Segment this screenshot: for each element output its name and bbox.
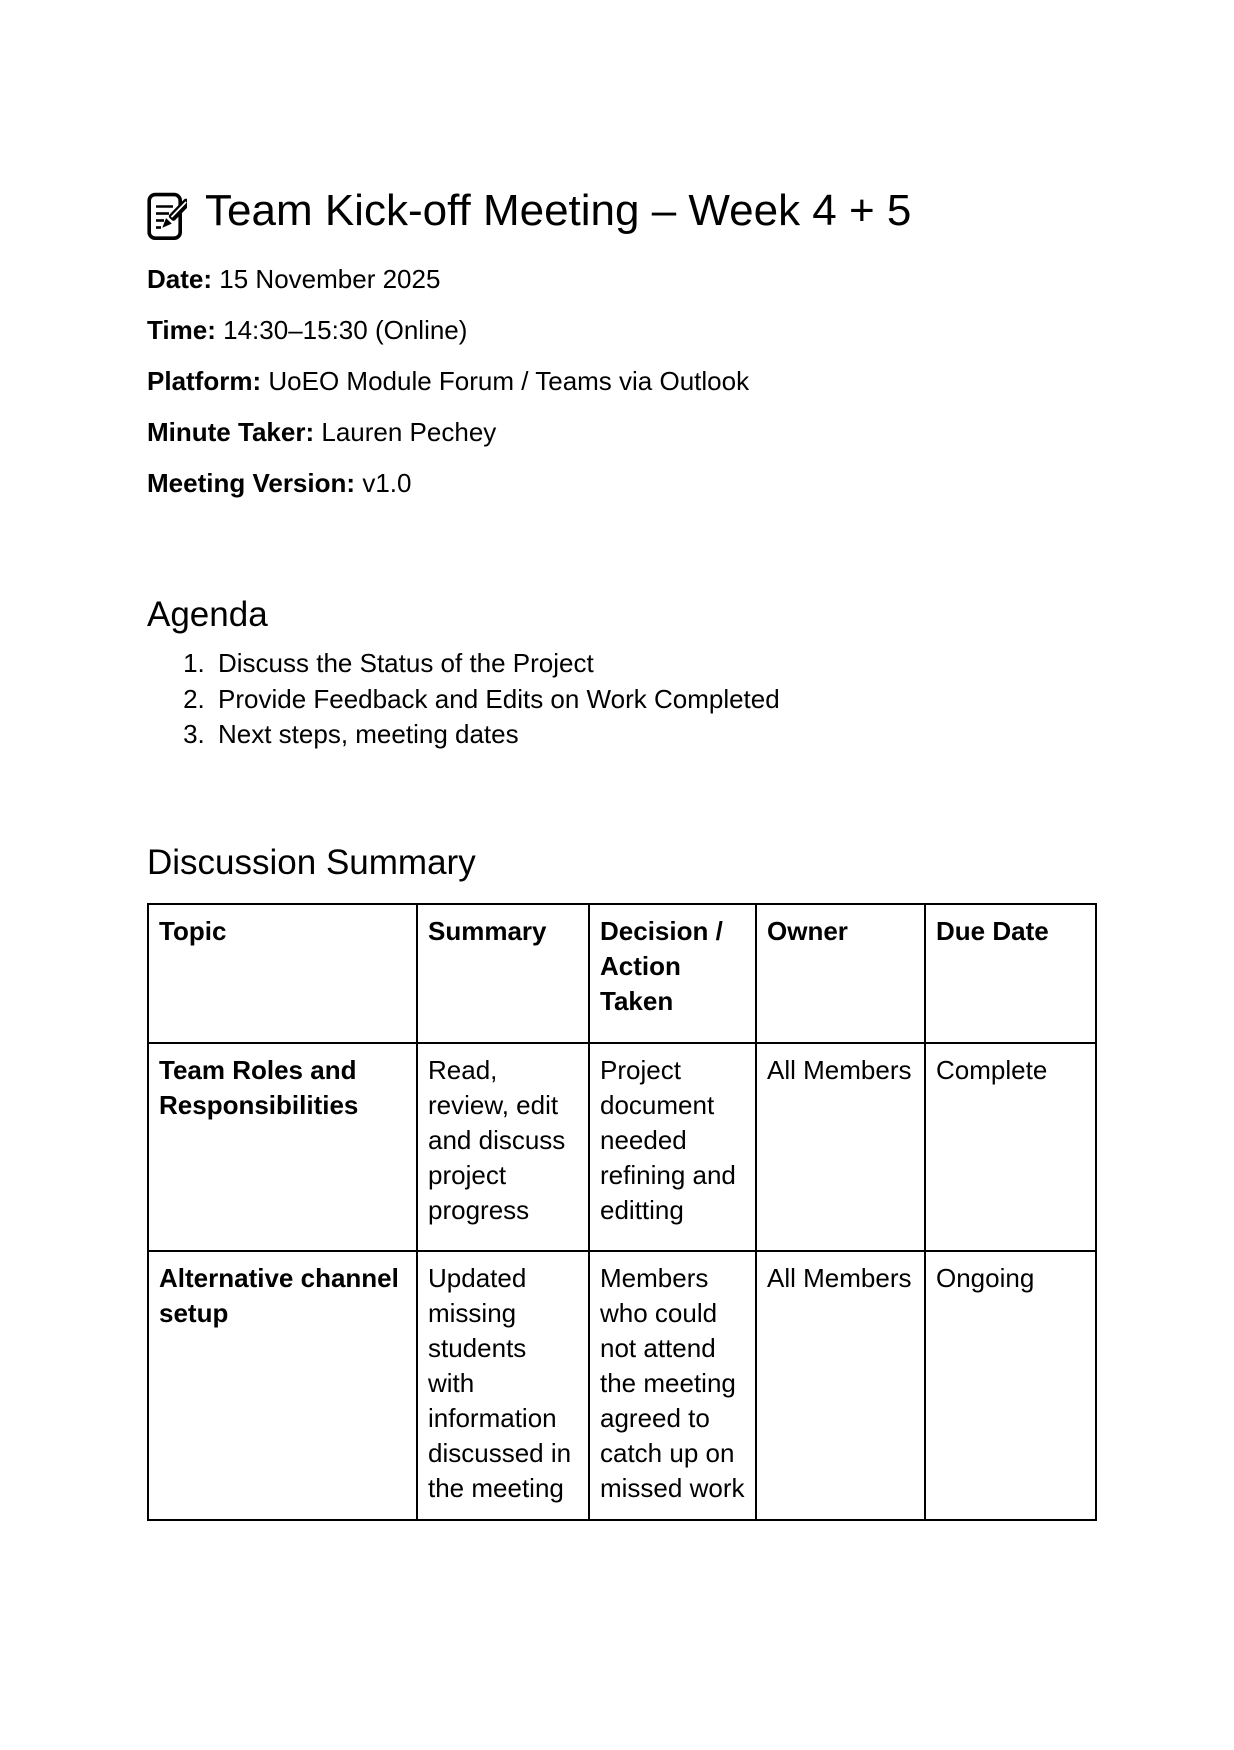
cell-due-date: Complete [925,1043,1096,1251]
agenda-item: 3. Next steps, meeting dates [212,717,780,753]
cell-decision: Members who could not attend the meeting agreed to catch up on missed work [589,1251,756,1520]
column-header-due-date: Due Date [925,904,1096,1043]
discussion-summary-heading: Discussion Summary [147,843,476,882]
column-header-owner: Owner [756,904,925,1043]
agenda-heading: Agenda [147,595,268,634]
cell-owner: All Members [756,1251,925,1520]
cell-summary: Updated missing students with information discussed in the meeting [417,1251,589,1520]
agenda-item: 1. Discuss the Status of the Project [212,646,780,682]
cell-due-date: Ongoing [925,1251,1096,1520]
meta-block [147,262,749,517]
meta-date [147,262,749,297]
meta-platform-label: Platform: [147,366,262,396]
meta-platform [147,364,749,399]
meta-minute-taker-label: Minute Taker: [147,417,315,447]
column-header-topic: Topic [148,904,417,1043]
table-header-row [148,904,1096,1043]
document-title-row [147,186,911,246]
page-title: Team Kick-off Meeting – Week 4 + 5 [205,186,912,235]
cell-decision: Project document needed refining and editting [589,1043,756,1251]
meta-platform-value: UoEO Module Forum / Teams via Outlook [268,366,750,396]
meta-time-value: 14:30–15:30 (Online) [223,315,468,345]
meta-version [147,466,749,501]
cell-topic: Alternative channel setup [148,1251,417,1520]
cell-summary: Read, review, edit and discuss project progress [417,1043,589,1251]
meta-version-label: Meeting Version: [147,468,356,498]
column-header-decision: Decision / Action Taken [589,904,756,1043]
discussion-summary-table [147,903,1097,1521]
cell-topic: Team Roles and Responsibilities [148,1043,417,1251]
memo-icon [147,186,187,246]
meta-time [147,313,749,348]
meta-date-value: 15 November 2025 [219,264,441,294]
meta-minute-taker-value: Lauren Pechey [321,417,497,447]
meta-date-label: Date: [147,264,213,294]
agenda-item: 2. Provide Feedback and Edits on Work Completed [212,682,780,718]
meta-minute-taker [147,415,749,450]
meta-version-value: v1.0 [362,468,412,498]
meta-time-label: Time: [147,315,216,345]
column-header-summary: Summary [417,904,589,1043]
agenda-list [147,646,780,753]
cell-owner: All Members [756,1043,925,1251]
table-row [148,1043,1096,1251]
table-row [148,1251,1096,1520]
